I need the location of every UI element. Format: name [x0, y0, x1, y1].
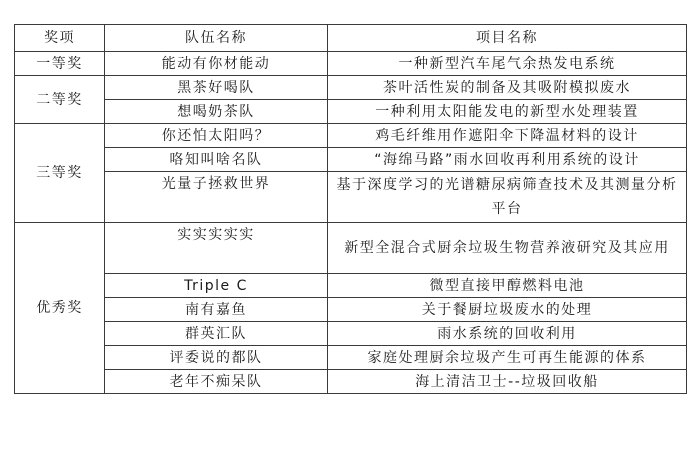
table-row	[15, 100, 687, 124]
team-cell: 评委说的都队	[105, 346, 328, 370]
team-cell: 光量子拯救世界	[105, 172, 328, 223]
team-cell: 群英汇队	[105, 322, 328, 346]
project-cell: 一种新型汽车尾气余热发电系统	[328, 52, 687, 76]
header-project: 项目名称	[328, 25, 687, 52]
awards-table	[14, 24, 687, 394]
project-cell: 基于深度学习的光谱糖尿病筛查技术及其测量分析平台	[328, 172, 687, 223]
project-cell: 关于餐厨垃圾废水的处理	[328, 298, 687, 322]
table-row	[15, 124, 687, 148]
table-row	[15, 370, 687, 394]
team-cell: 南有嘉鱼	[105, 298, 328, 322]
table-row	[15, 76, 687, 100]
table-row	[15, 148, 687, 172]
team-cell: 老年不痴呆队	[105, 370, 328, 394]
project-cell: “海绵马路”雨水回收再利用系统的设计	[328, 148, 687, 172]
team-cell: 想喝奶茶队	[105, 100, 328, 124]
team-cell: 你还怕太阳吗？	[105, 124, 328, 148]
award-cell: 优秀奖	[15, 223, 105, 394]
team-cell: 黑茶好喝队	[105, 76, 328, 100]
table-row	[15, 274, 687, 298]
team-cell: Triple C	[105, 274, 328, 298]
table-row	[15, 322, 687, 346]
award-cell: 三等奖	[15, 124, 105, 223]
header-award: 奖项	[15, 25, 105, 52]
team-cell: 实实实实实	[105, 223, 328, 274]
table-row	[15, 346, 687, 370]
project-cell: 家庭处理厨余垃圾产生可再生能源的体系	[328, 346, 687, 370]
table-row	[15, 172, 687, 223]
project-cell: 微型直接甲醇燃料电池	[328, 274, 687, 298]
project-cell: 鸡毛纤维用作遮阳伞下降温材料的设计	[328, 124, 687, 148]
project-cell: 新型全混合式厨余垃圾生物营养液研究及其应用	[328, 223, 687, 274]
header-team: 队伍名称	[105, 25, 328, 52]
project-cell: 雨水系统的回收利用	[328, 322, 687, 346]
table-header-row	[15, 25, 687, 52]
project-cell: 茶叶活性炭的制备及其吸附模拟废水	[328, 76, 687, 100]
award-cell: 一等奖	[15, 52, 105, 76]
team-cell: 能动有你材能动	[105, 52, 328, 76]
award-cell: 二等奖	[15, 76, 105, 124]
team-cell: 咯知叫啥名队	[105, 148, 328, 172]
project-cell: 一种利用太阳能发电的新型水处理装置	[328, 100, 687, 124]
table-row	[15, 223, 687, 274]
project-cell: 海上清洁卫士--垃圾回收船	[328, 370, 687, 394]
table-row	[15, 52, 687, 76]
table-row	[15, 298, 687, 322]
